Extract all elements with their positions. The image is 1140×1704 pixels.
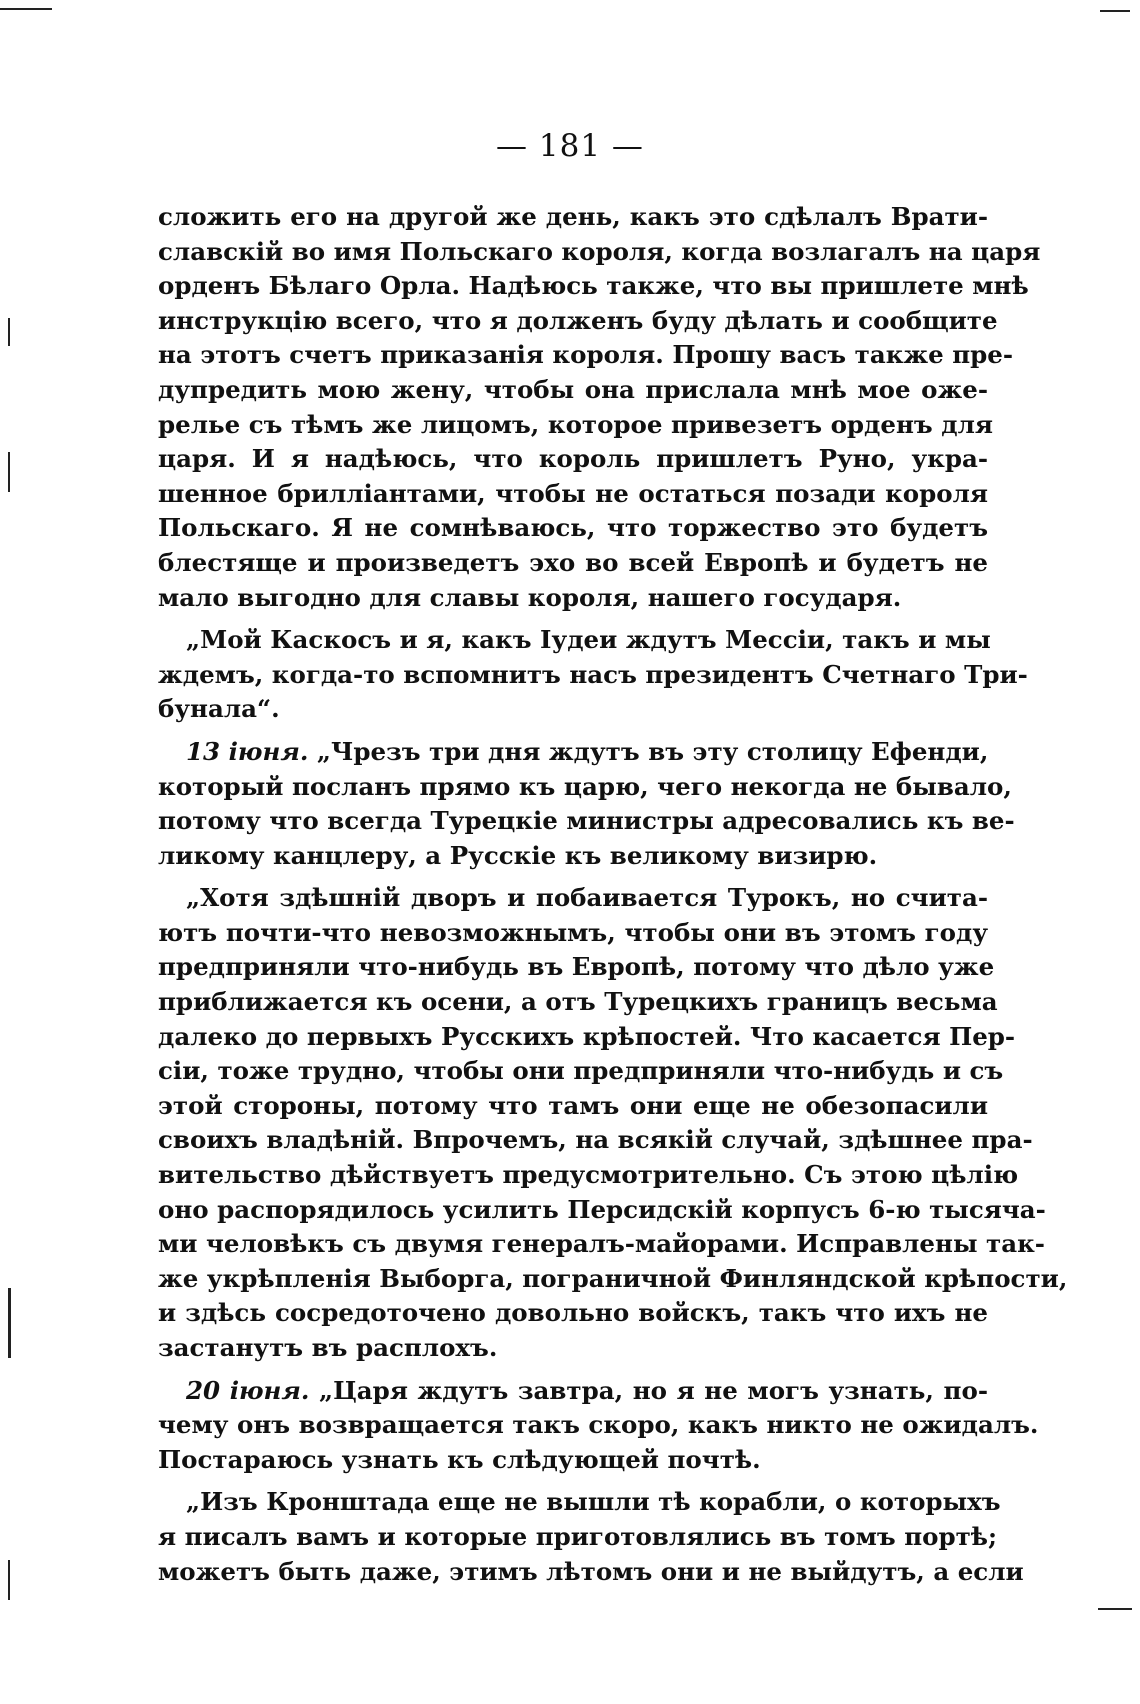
body-text [158,200,1068,1589]
line-text: „Хотя здѣшній дворъ и побаивается Турокъ, но счита- [186,883,988,913]
line-text: ютъ почти-что невозможнымъ, чтобы они въ этомъ году [158,917,988,947]
text-line [158,804,1015,839]
line-text: чему онъ возвращается такъ скоро, какъ никто не ожидалъ. [158,1410,1039,1440]
text-line [158,881,988,916]
entry-date: 13 іюня. [186,736,309,766]
text-line [158,546,988,581]
text-line [158,1020,1016,1055]
line-text: предприняли что-нибудь въ Европѣ, потому что дѣло уже [158,952,995,982]
line-text: сіи, тоже трудно, чтобы они предприняли что-нибудь и съ [158,1056,1004,1086]
text-line [158,916,988,951]
line-text: „Мой Каскосъ и я, какъ Іудеи ждутъ Мессіи, такъ и мы [186,625,991,655]
line-text: своихъ владѣній. Впрочемъ, на всякій случай, здѣшнее пра- [158,1125,1033,1155]
line-text: царя. И я надѣюсь, что король пришлетъ Руно, укра- [158,444,988,474]
scan-mark-top-right [1100,10,1130,12]
scan-mark-left-2 [8,452,10,492]
text-line [158,950,995,985]
text-line [158,1158,1019,1193]
line-text: я писалъ вамъ и которые приготовлялись въ томъ портѣ; [158,1521,998,1551]
scan-mark-left-3 [8,1288,11,1358]
line-text: вительство дѣйствуетъ предусмотрительно. Съ этою цѣлію [158,1160,1019,1190]
text-line [158,1555,1024,1590]
text-line [158,985,998,1020]
entry-date: 20 іюня. [186,1375,310,1405]
line-text: шенное брилліантами, чтобы не остаться позади короля [158,478,988,508]
line-text: ждемъ, когда-то вспомнитъ насъ президентъ Счетнаго Три- [158,659,1028,689]
line-text: славскій во имя Польскаго короля, когда возлагалъ на царя [158,236,1041,266]
text-line [158,770,1012,805]
line-text: можетъ быть даже, этимъ лѣтомъ они и не выйдутъ, а если [158,1556,1024,1586]
text-line [158,511,988,546]
text-line [158,1485,1001,1520]
page-number: — 181 — [496,128,644,164]
text-line [158,1123,1033,1158]
line-text: релье съ тѣмъ же лицомъ, которое привезетъ орденъ для [158,409,993,439]
text-line [158,1374,988,1409]
line-text: „Чрезъ три дня ждутъ въ эту столицу Ефенди, [308,736,989,766]
line-text: мало выгодно для славы короля, нашего государя. [158,582,902,612]
line-text: оно распорядилось усилить Персидскій корпусъ 6-ю тысяча- [158,1194,1046,1224]
line-text: сложить его на другой же день, какъ это сдѣлалъ Врати- [158,202,988,231]
text-line [158,442,988,477]
scan-mark-left-1 [8,318,10,346]
line-text: далеко до первыхъ Русскихъ крѣпостей. Что касается Пер- [158,1021,1016,1051]
line-text: ми человѣкъ съ двумя генералъ-майорами. Исправлены так- [158,1229,1045,1259]
scan-mark-top-left [0,8,52,10]
text-line [158,338,1014,373]
line-text: инструкцію всего, что я долженъ буду дѣлать и сообщите [158,305,998,335]
text-line [158,1296,988,1331]
text-line [158,1443,988,1478]
line-text: орденъ Бѣлаго Орла. Надѣюсь также, что вы пришлете мнѣ [158,271,1029,301]
text-line [158,839,988,874]
scan-mark-left-4 [8,1560,10,1600]
text-line [158,235,1041,270]
text-line [158,477,988,512]
text-line [158,304,998,339]
line-text: бунала“. [158,694,280,724]
line-text: потому что всегда Турецкіе министры адресовались къ ве- [158,806,1015,836]
text-line [158,581,988,616]
text-line [158,623,991,658]
line-text: „Изъ Кронштада еще не вышли тѣ корабли, о которыхъ [186,1487,1001,1517]
line-text: и здѣсь сосредоточено довольно войскъ, такъ что ихъ не [158,1298,988,1328]
text-line [158,1193,1046,1228]
scan-mark-bottom-right [1098,1608,1132,1610]
text-line [158,1262,1068,1297]
text-line [158,735,988,770]
line-text: этой стороны, потому что тамъ они еще не обезопасили [158,1090,988,1120]
text-line [158,1227,1045,1262]
text-line [158,658,1028,693]
line-text: Постараюсь узнать къ слѣдующей почтѣ. [158,1444,761,1474]
text-line [158,408,993,443]
text-line [158,1054,1004,1089]
line-text: „Царя ждутъ завтра, но я не могъ узнать, по- [309,1375,988,1405]
line-text: Польскаго. Я не сомнѣваюсь, что торжество это будетъ [158,513,988,543]
text-line [158,200,988,235]
text-line [158,1520,998,1555]
text-line [158,1331,988,1366]
line-text: застанутъ въ расплохъ. [158,1333,498,1362]
line-text: приближается къ осени, а отъ Турецкихъ границъ весьма [158,987,998,1017]
line-text: дупредить мою жену, чтобы она прислала мнѣ мое оже- [158,374,988,404]
text-line [158,1408,1039,1443]
line-text: который посланъ прямо къ царю, чего некогда не бывало, [158,771,1012,801]
line-text: ликому канцлеру, а Русскіе къ великому визирю. [158,840,878,870]
text-line [158,692,988,727]
text-line [158,269,1029,304]
line-text: блестяще и произведетъ эхо во всей Европѣ и будетъ не [158,547,988,577]
line-text: же укрѣпленія Выборга, пограничной Финляндской крѣпости, [158,1263,1068,1293]
text-line [158,1089,988,1124]
line-text: на этотъ счетъ приказанія короля. Прошу васъ также пре- [158,340,1014,370]
text-line [158,373,988,408]
